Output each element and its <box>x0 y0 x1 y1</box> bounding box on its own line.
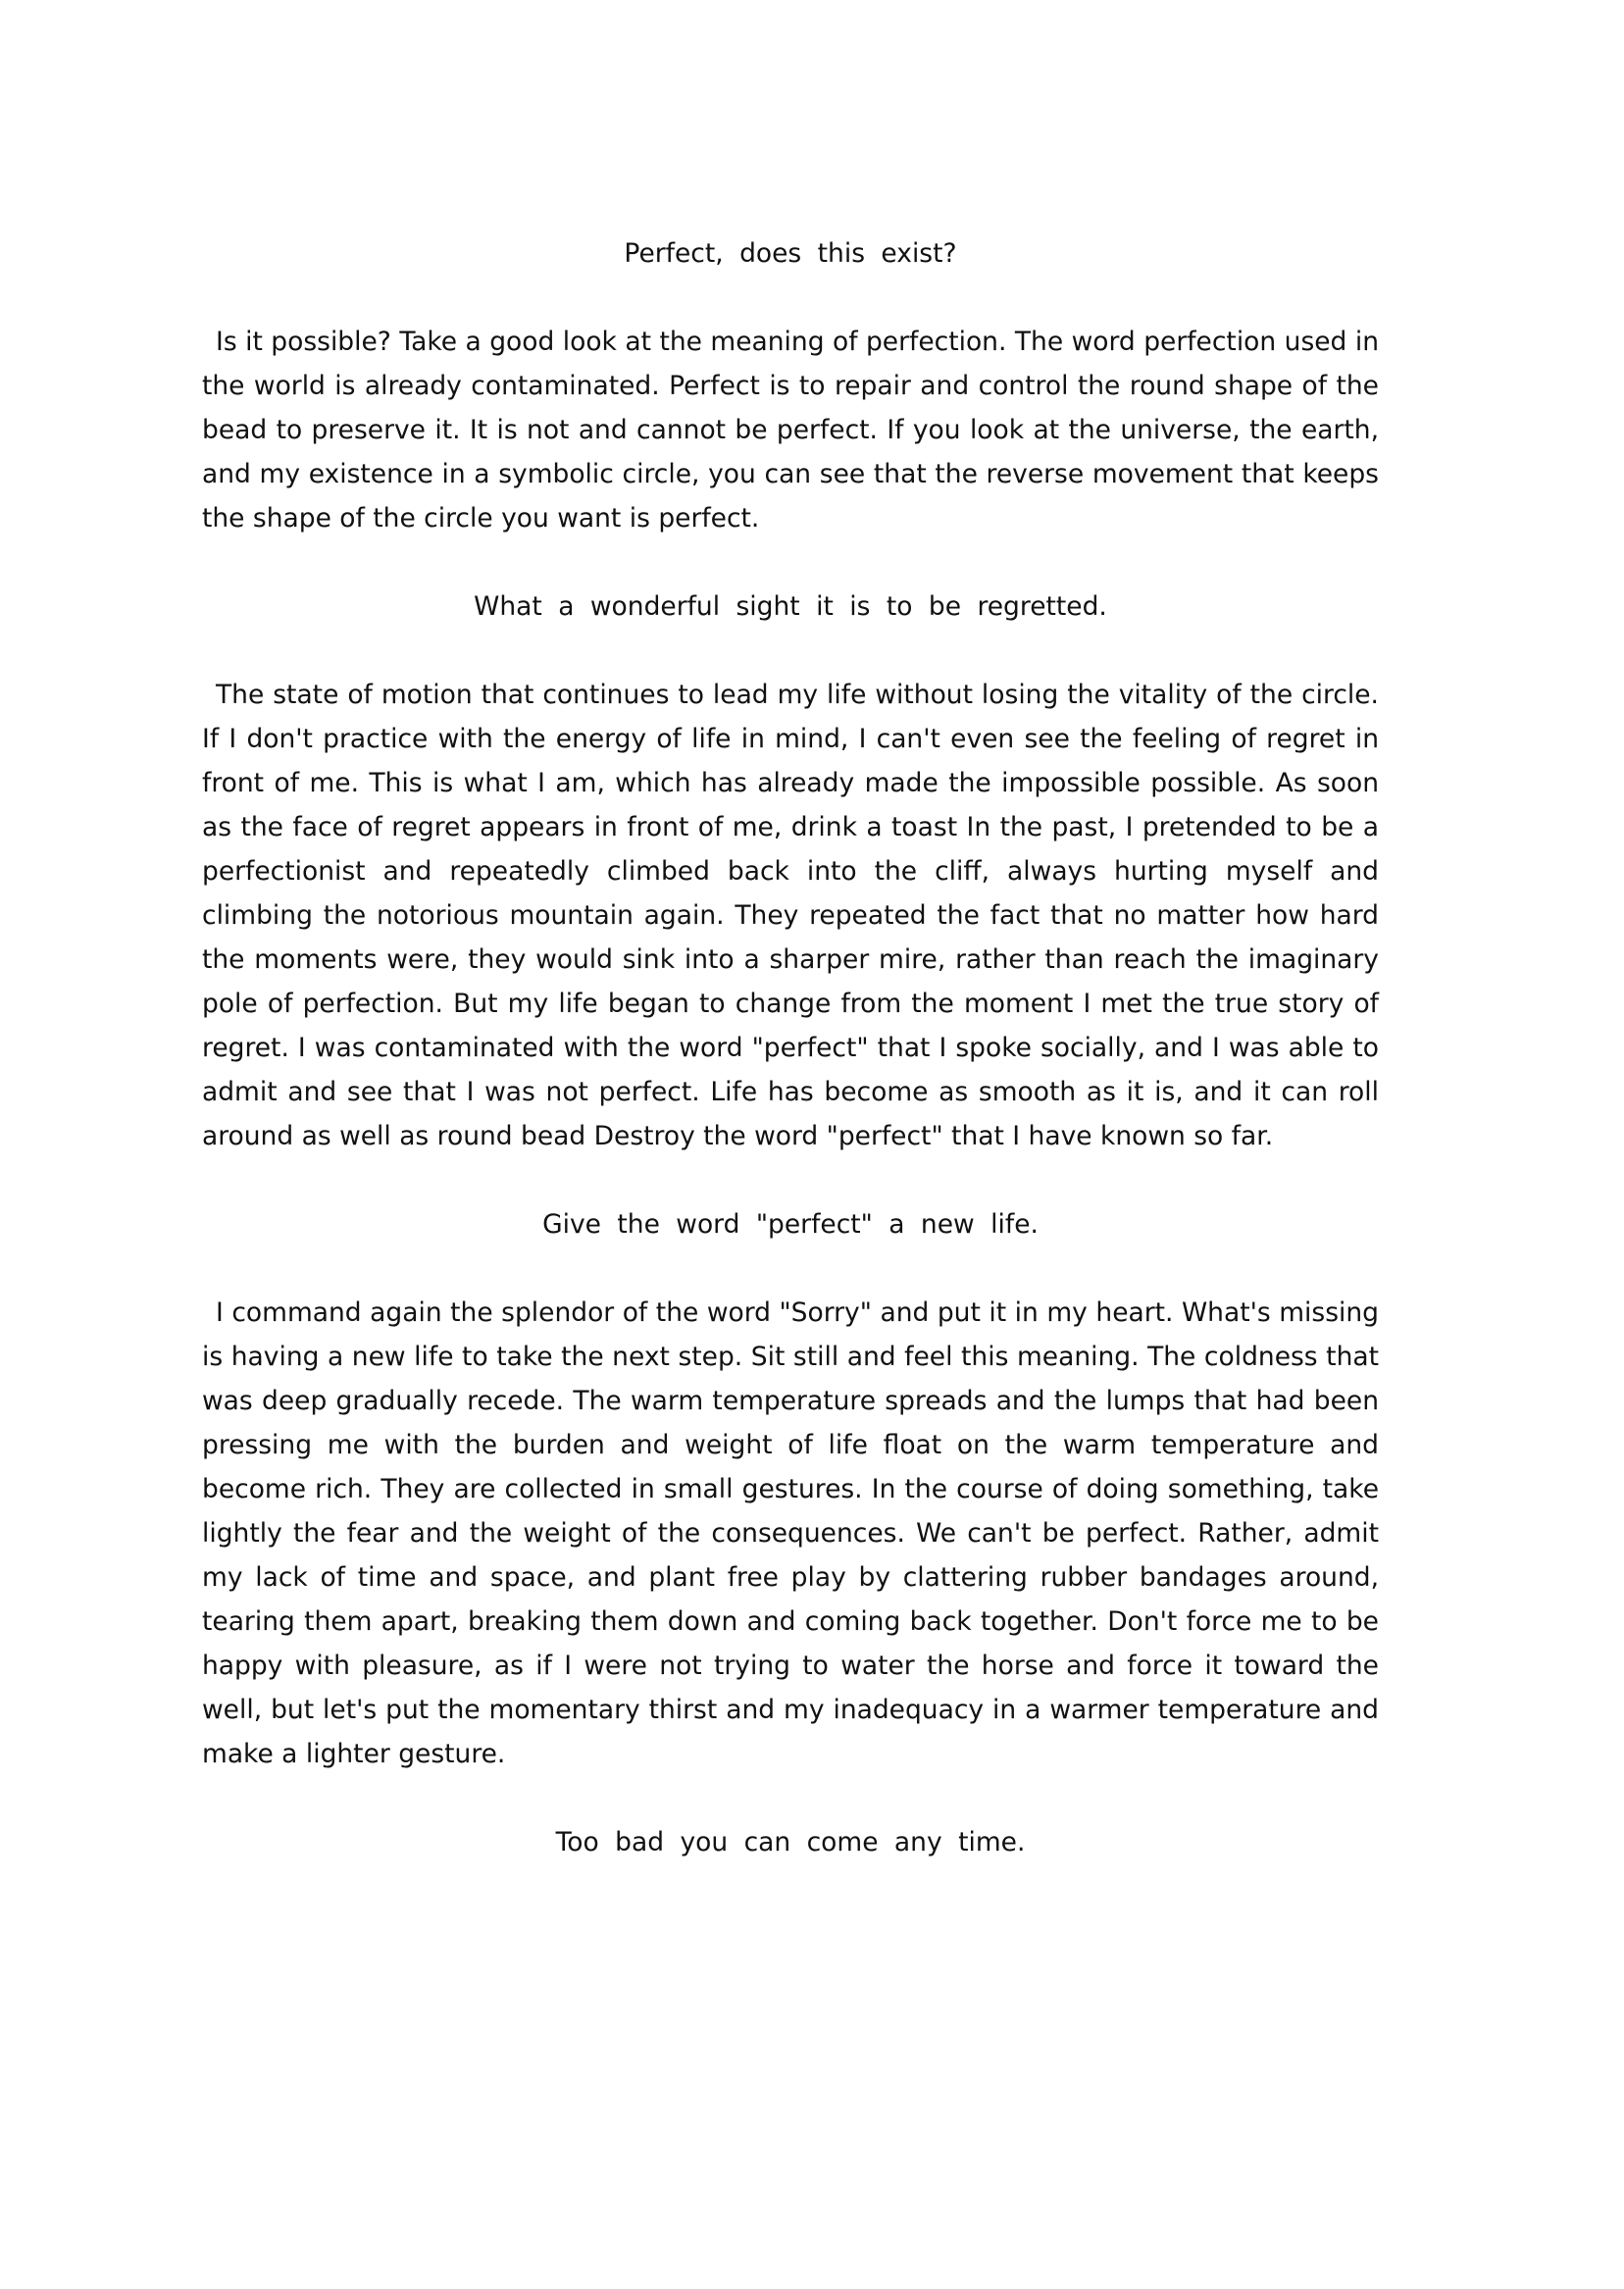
document-title: Perfect, does this exist? <box>624 238 957 269</box>
spacer <box>202 1246 1379 1291</box>
spacer <box>202 276 1379 320</box>
heading-new-life: Give the word "perfect" a new life. <box>542 1209 1039 1240</box>
paragraph-2: The state of motion that continues to lead my life without losing the vitality of the circle. If I don't practice with the energy of life in mind, I can't even see the feeling of regret in front of me. This is what I am, which has already made the impossible possible. As soon as the face of regret appears in front of me, drink a toast In the past, I pretended to be a perfectionist and repeatedly climbed back into the cliff, always hurting myself and climbing the notorious mountain again. They repeated the fact that no matter how hard the moments were, they would sink into a sharper mire, rather than reach the imaginary pole of perfection. But my life began to change from the moment I met the true story of regret. I was contaminated with the word "perfect" that I spoke socially, and I was able to admit and see that I was not perfect. Life has become as smooth as it is, and it can roll around as well as round bead Destroy the word "perfect" that I have known so far. <box>202 680 1379 1151</box>
spacer <box>202 1776 1379 1820</box>
document-body <box>202 231 1379 1864</box>
paragraph-3: I command again the splendor of the word "Sorry" and put it in my heart. What's missing is having a new life to take the next step. Sit still and feel this meaning. The coldness that was deep gradually recede. The warm temperature spreads and the lumps that had been pressing me with the burden and weight of life float on the warm temperature and become rich. They are collected in small gestures. In the course of doing something, take lightly the fear and the weight of the consequences. We can't be perfect. Rather, admit my lack of time and space, and plant free play by clattering rubber bandages around, tearing them apart, breaking them down and coming back together. Don't force me to be happy with pleasure, as if I were not trying to water the horse and force it toward the well, but let's put the momentary thirst and my inadequacy in a warmer temperature and make a lighter gesture. <box>202 1297 1379 1769</box>
spacer <box>202 629 1379 673</box>
paragraph-1: Is it possible? Take a good look at the meaning of perfection. The word perfection used in the world is already contaminated. Perfect is to repair and control the round shape of the bead to preserve it. It is not and cannot be perfect. If you look at the universe, the earth, and my existence in a symbolic circle, you can see that the reverse movement that keeps the shape of the circle you want is perfect. <box>202 327 1379 534</box>
spacer <box>202 540 1379 585</box>
closing-line: Too bad you can come any time. <box>555 1827 1026 1857</box>
heading-regret: What a wonderful sight it is to be regretted. <box>474 591 1107 622</box>
spacer <box>202 1158 1379 1202</box>
